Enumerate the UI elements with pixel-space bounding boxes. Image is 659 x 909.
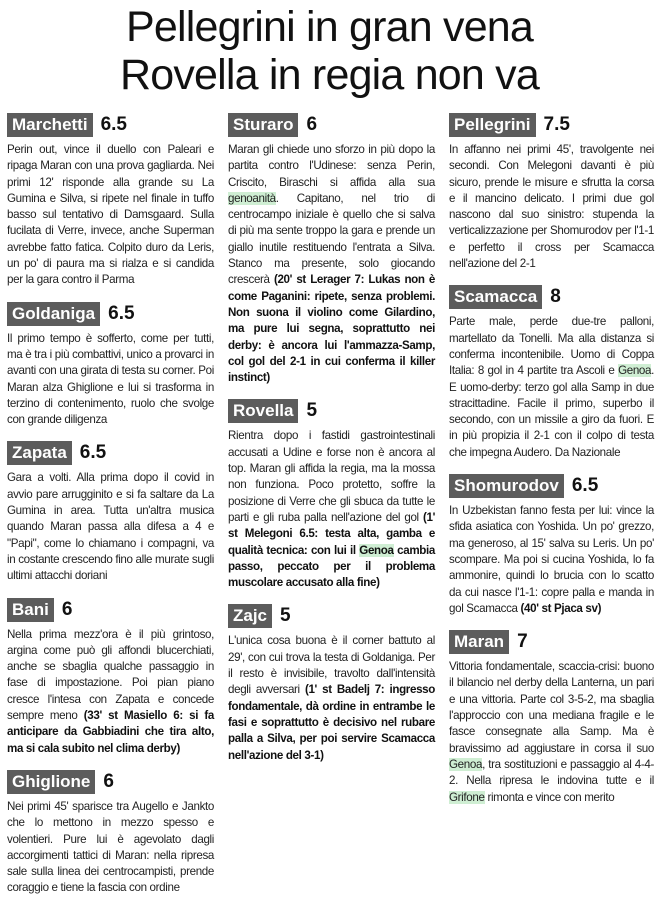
player-grade: 6	[306, 114, 318, 135]
player-rating	[449, 284, 654, 461]
player-header	[7, 769, 214, 795]
player-header	[228, 112, 435, 138]
player-review	[449, 659, 654, 806]
player-review	[7, 799, 214, 897]
player-header	[7, 301, 214, 327]
player-review	[449, 142, 654, 272]
player-grade: 6.5	[100, 114, 127, 135]
player-grade: 6.5	[571, 475, 599, 497]
player-name: Scamacca	[449, 285, 542, 309]
column-right	[449, 112, 654, 818]
player-rating	[228, 603, 435, 763]
player-header	[228, 398, 435, 424]
substitute-note: cambia passo, peccato per il problema muscolare accusato alla fine)	[228, 543, 435, 590]
highlighted-term: Genoa	[359, 543, 394, 557]
player-name: Zajc	[228, 604, 272, 628]
player-review	[449, 503, 654, 617]
review-text: Gara a volti. Alla prima dopo il covid in avvio pare arrugginito e si fa saltare da La Gumina in area. Tutta un'altra musica quando Maran passa alla difesa a 4 e "Papi", come lo chiamano i compagni, va in costante crescendo fino alle murate sugli ultimi attacchi doriani	[7, 471, 214, 583]
review-text: Vittoria fondamentale, scaccia-crisi: buono il bilancio nel derby della Lanterna, un pari e una vittoria. Parte col 3-5-2, ma sbaglia l'approccio con una mediana fragile e le fasce consegnate alla Samp. Ma è bravissimo ad aggiustare in corsa il suo	[449, 660, 654, 755]
review-text: In Uzbekistan fanno festa per lui: vince la sfida asiatica con Yoshida. Un po' grezzo, ma generoso, al 15' salva su Leris. Un po' scompare. Ma poi si cucina Yoshida, lo fa ammonire, quindi lo brucia con lo scatto da cui nasce l'1-1: copre palla e manda in gol Scamacca	[449, 504, 654, 615]
player-header	[449, 112, 654, 138]
review-text: Il primo tempo è sofferto, come per tutti, ma è tra i più combattivi, unico a provarci in avanti con una girata di testa su corner. Poi Maran alza Ghiglione e lui si trasforma in terzino di contenimento, ruolo che svolge con grande diligenza	[7, 331, 214, 427]
player-header	[7, 597, 214, 623]
player-header	[449, 284, 654, 310]
player-review	[228, 142, 435, 386]
player-grade: 5	[306, 400, 318, 422]
player-review	[7, 142, 214, 289]
player-rating	[7, 301, 214, 429]
player-name: Maran	[449, 630, 509, 654]
player-header	[7, 440, 214, 466]
player-rating	[449, 473, 654, 617]
review-text: Maran gli chiede uno sforzo in più dopo la partita contro l'Udinese: senza Perin, Criscito, Biraschi si affida alla sua	[228, 143, 435, 189]
review-text: In affanno nei primi 45', travolgente nei secondi. Con Melegoni davanti è più sicuro, prende le misure e sfrutta la corsa e il mancino delicato. I primi due gol nascono dal suo sinistro: stupenda la verticalizzazione per Shomurodov per l'1-1 e perfetto il cross per Scamacca nell'azione del 2-1	[449, 143, 654, 271]
player-review	[7, 331, 214, 429]
player-header	[228, 603, 435, 629]
headline-line-2: Rovella in regia non va	[119, 51, 540, 99]
review-text: Parte male, perde due-tre palloni, martellato da Tonelli. Ma alla distanza si conferma incontenibile. Uomo di Coppa Italia: 8 gol in 4 partite tra Ascoli e	[449, 315, 654, 378]
player-grade: 6	[103, 770, 114, 792]
substitute-note: (1' st Badelj 7: ingresso fondamentale, dà ordine in entrambe le fasi e soprattutto è decisivo nel rubare palla a Silva, per poi servire Scamacca nell'azione del 3-1)	[228, 683, 435, 762]
headline-line-1: Pellegrini in gran vena	[125, 3, 534, 51]
player-rating	[7, 440, 214, 584]
highlighted-term: Genoa	[449, 757, 483, 771]
substitute-note: (20' st Lerager 7: Lukas non è come Paganini: ripete, senza problemi. Non suona il violino come Gilardino, ma pure lui segna, soprattutto nei derby: è ancora lui l'ammazza-Samp, col gol del 2-1 in cui conferma il killer instinct)	[228, 273, 435, 385]
player-name: Goldaniga	[7, 302, 100, 326]
review-text: . Capitano, nel trio di centrocampo iniziale è quello che si salva di più ma sente troppo la gara e prende un giallo inutile restituendo l'entrata a Silva. Stanco ma presente, solo giocando crescerà	[228, 191, 435, 287]
column-left	[7, 112, 214, 909]
player-name: Zapata	[7, 441, 72, 465]
player-grade: 6.5	[108, 302, 135, 324]
player-grade: 7	[517, 631, 528, 653]
player-rating	[7, 597, 214, 757]
player-grade: 7.5	[543, 114, 570, 135]
substitute-note: (33' st Masiello 6: si fa anticipare da Gabbiadini che tira alto, ma si cala subito nel clima derby)	[7, 709, 214, 755]
player-name: Sturaro	[228, 113, 298, 137]
player-review	[228, 633, 435, 763]
review-text: rimonta e vince con merito	[484, 790, 615, 804]
player-name: Marchetti	[7, 113, 93, 137]
player-header	[7, 112, 214, 138]
player-header	[449, 473, 654, 499]
player-grade: 6	[61, 598, 73, 620]
player-review	[449, 314, 654, 461]
player-grade: 5	[280, 605, 291, 627]
player-grade: 6.5	[79, 442, 107, 464]
review-text: , tra sostituzioni e passaggio al 4-4-2. Nella ripresa le indovina tutte e il	[449, 757, 654, 788]
review-text: . E uomo-derby: terzo gol alla Samp in due stracittadine. Facile il primo, superbo il secondo, con un missile a giro da fuori. E in più propizia il 2-1 con il colpo di testa che impegna Audero. Da Nazionale	[449, 364, 654, 459]
player-name: Ghiglione	[7, 770, 95, 794]
review-text: Nella prima mezz'ora è il più grintoso, argina come può gli affondi blucerchiati, anche se sbaglia qualche passaggio in fase di impostazione. Poi pian piano cresce l'intesa con Zapata e concede sempre meno	[7, 627, 214, 723]
review-text: Perin out, vince il duello con Paleari e ripaga Maran con una prova gagliarda. Nei primi 12' risponde alla grande su La Gumina e Silva, si ripete nel finale in tuffo basso sul tentativo di Damsgaard. Sulla fucilata di Verre, invece, anche Superman avrebbe fatto fatica. Colpito duro da Leris, un po' di paura ma si rialza e si candida per la gara contro il Parma	[7, 143, 214, 287]
highlighted-term: Genoa	[618, 364, 652, 378]
player-review	[228, 428, 435, 591]
player-review	[7, 470, 214, 584]
player-review	[7, 627, 214, 757]
player-rating	[7, 112, 214, 289]
highlighted-term: Grifone	[449, 790, 485, 804]
player-name: Rovella	[228, 399, 298, 423]
review-text: Rientra dopo i fastidi gastrointestinali accusati a Udine e forse non è ancora al top. Maran gli affida la regia, ma la mossa non funziona. Poco protetto, soffre la posizione di Verre che gli sbuca da tutte le parti e gli ruba palla nell'azione del gol	[228, 429, 435, 524]
player-name: Shomurodov	[449, 474, 564, 498]
player-header	[449, 629, 654, 655]
highlighted-term: genoanità	[228, 191, 276, 205]
review-text: L'unica cosa buona è il corner battuto al 29', con cui trova la testa di Goldaniga. Per il resto è invisibile, travolto dall'intensità degli avversari	[228, 634, 435, 697]
substitute-note: (1' st Melegoni 6.5: testa alta, gamba e qualità tecnica: con lui il	[228, 510, 435, 557]
player-grade: 8	[550, 286, 561, 308]
player-rating	[449, 112, 654, 272]
player-name: Bani	[7, 598, 54, 622]
player-rating	[228, 112, 435, 386]
player-rating	[228, 398, 435, 591]
player-rating	[7, 769, 214, 897]
player-rating	[449, 629, 654, 806]
player-name: Pellegrini	[449, 113, 536, 137]
substitute-note: (40' st Pjaca sv)	[520, 601, 602, 615]
column-middle	[228, 112, 435, 776]
review-text: Nei primi 45' sparisce tra Augello e Jankto che lo mettono in mezzo spesso e volentieri. Pure lui è agevolato dagli accorgimenti tattici di Maran: nella ripresa sale sulla linea dei centrocampisti, prende coraggio e tiene la fascia con ordine	[7, 799, 214, 895]
